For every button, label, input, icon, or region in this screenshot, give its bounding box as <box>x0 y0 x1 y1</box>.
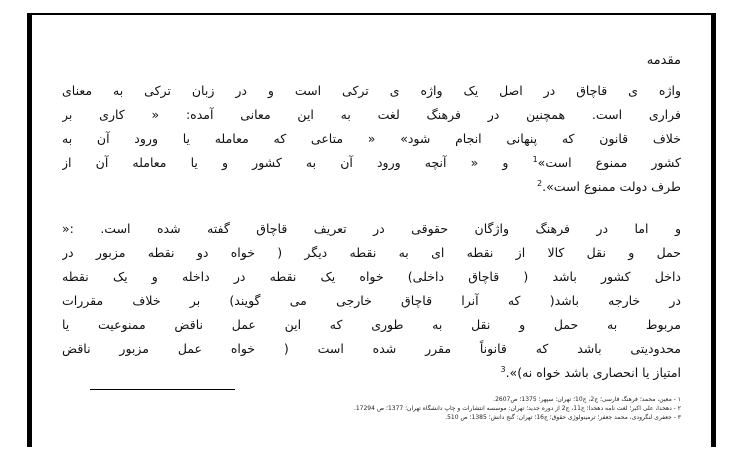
paragraph-line <box>62 175 681 199</box>
paragraph-line: فراری است. همچنین در فرهنگ لغت به این معانی آمده: « کاری بر <box>62 107 681 122</box>
footnote-ref-2: 2 <box>537 178 543 188</box>
line-text: امتیاز یا انحصاری باشد خواه نه)». <box>505 365 681 380</box>
paragraph-1 <box>62 79 681 199</box>
paragraph-line: حمل و نقل کالا از نقطه ای به نقطه دیگر ( خواه دو نقطه مزبور در <box>62 245 681 260</box>
footnotes <box>112 395 681 422</box>
paragraph-line: در خارجه باشد( که آنرا قاچاق خارجی می گویند) بر خلاف مقررات <box>62 293 681 308</box>
footnote-ref-3: 3 <box>500 364 506 374</box>
paragraph-line: و اما در فرهنگ واژگان حقوقی در تعریف قاچاق گفته شده است. :« <box>62 221 681 236</box>
line-text: کشور ممنوع است»$^1$ و « آنچه ورود آن به کشور و یا معامله آن از <box>62 154 681 170</box>
section-heading: مقدمه <box>646 53 681 68</box>
paragraph-line <box>62 151 681 175</box>
document-page <box>27 13 716 447</box>
footnote-separator <box>90 389 235 390</box>
paragraph-line: داخل کشور باشد ( قاچاق داخلی) خواه یک نقطه در داخله و یک نقطه <box>62 269 681 284</box>
footnote-1: ۱ - معین، محمد؛ فرهنگ فارسی؛ ج2، ج10؛ تهران: سپهر؛ 1375؛ ص2607. <box>493 396 681 403</box>
paragraph-line: محدودیتی باشد که قانوناً مقرر شده است ( خواه عمل مزبور ناقض <box>62 341 681 356</box>
footnote-ref-1: 1 <box>532 154 538 164</box>
paragraph-line: واژه ی قاچاق در اصل یک واژه ی ترکی است و در زبان ترکی به معنای <box>62 83 681 98</box>
paragraph-line: خلاف قانون که پنهانی انجام شود» « متاعی که معامله یا ورود آن به <box>62 131 681 146</box>
paragraph-2 <box>62 217 681 385</box>
footnote-2: ۲ - دهخدا، علی اکبر؛ لغت نامه دهخدا؛ ج11، ج2 از دوره جدید؛ تهران: موسسه انتشارات و چاپ دانشگاه تهران؛ 1377؛ ص 17294. <box>353 405 681 412</box>
footnote-3: ۳ - جعفری لنگرودی، محمد جعفر؛ ترمینولوژی حقوق؛ ج16؛ تهران: گنج دانش؛ 1385؛ ص 510. <box>445 414 681 421</box>
line-text: طرف دولت ممنوع است». <box>542 179 681 194</box>
paragraph-line: مربوط به حمل و نقل به طوری که این عمل ناقض ممنوعیت یا <box>62 317 681 332</box>
paragraph-line <box>62 361 681 385</box>
